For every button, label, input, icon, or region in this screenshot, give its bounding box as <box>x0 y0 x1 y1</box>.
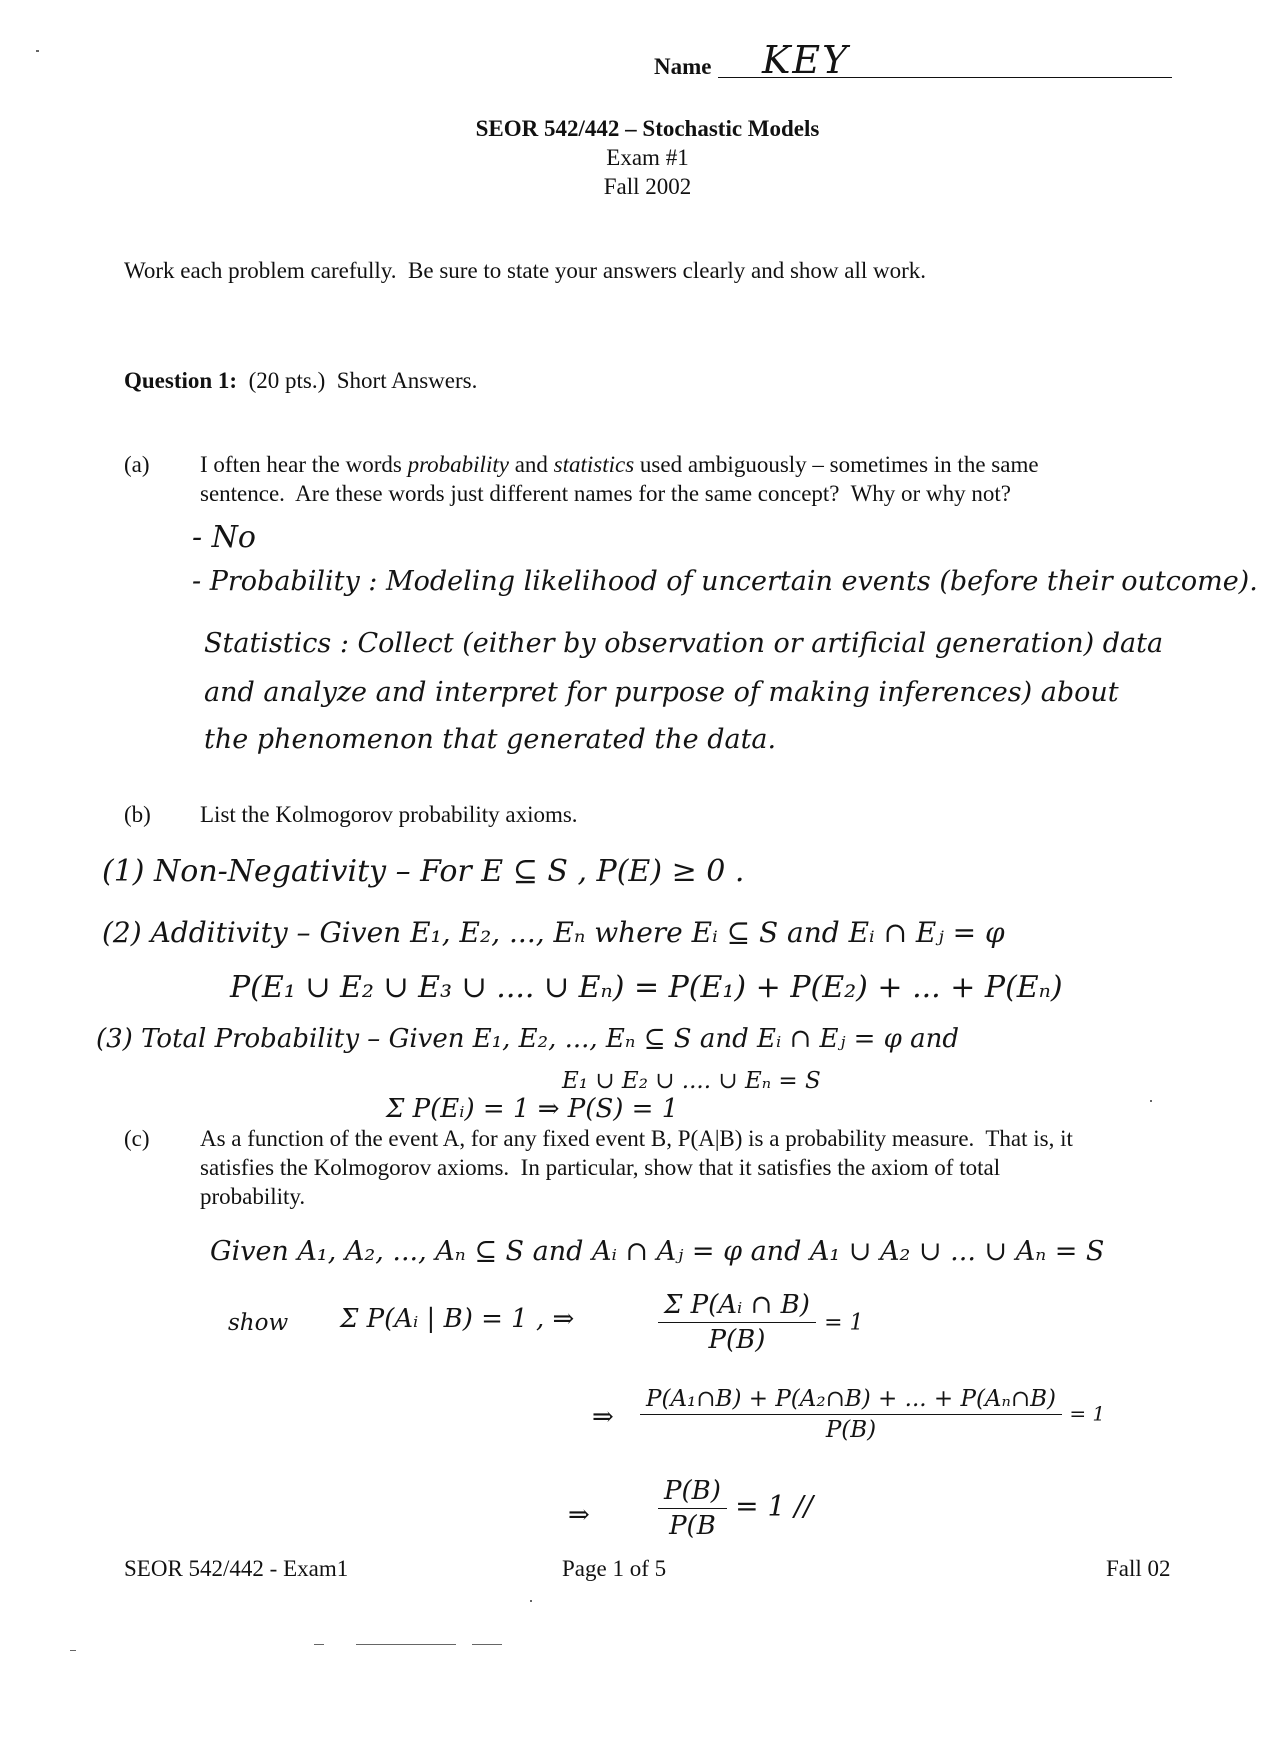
axiom-3: (3) Total Probability – Given E₁, E₂, ..., Eₙ ⊆ S and Eᵢ ∩ Eⱼ = φ and <box>96 1024 960 1054</box>
answer-c-step1-lhs: Σ P(Aᵢ | B) = 1 , ⇒ <box>340 1304 575 1334</box>
part-c-prompt-line1: As a function of the event A, for any fixed event B, P(A|B) is a probability measure. That is, it <box>200 1126 1073 1151</box>
answer-a-line3: Statistics : Collect (either by observation or artificial generation) data <box>204 628 1164 659</box>
question-heading <box>124 366 477 395</box>
prompt-text: and <box>508 452 554 477</box>
answer-c-step3-fraction <box>658 1476 813 1541</box>
scan-speck <box>530 1600 532 1602</box>
answer-a-line4: and analyze and interpret for purpose of making inferences) about <box>204 677 1119 708</box>
exam-term: Fall 2002 <box>603 174 692 199</box>
scan-speck <box>70 1650 76 1651</box>
answer-c-step1-fraction <box>658 1290 864 1355</box>
fraction-numerator: P(B) <box>658 1476 727 1509</box>
part-a-prompt-line2: sentence. Are these words just different names for the same concept? Why or why not? <box>200 481 1011 506</box>
prompt-text: I often hear the words <box>200 452 408 477</box>
axiom-1: (1) Non-Negativity – For E ⊆ S , P(E) ≥ 0 . <box>102 854 745 889</box>
answer-a-line2: - Probability : Modeling likelihood of uncertain events (before their outcome). <box>192 566 1258 597</box>
fraction <box>658 1290 816 1355</box>
fraction-numerator: P(A₁∩B) + P(A₂∩B) + ... + P(Aₙ∩B) <box>640 1386 1062 1415</box>
scan-speck <box>356 1644 456 1645</box>
fraction-denominator: P(B) <box>825 1417 877 1443</box>
scan-speck <box>1150 1100 1152 1102</box>
equals-one: = 1 <box>1069 1401 1106 1426</box>
answer-a-line5: the phenomenon that generated the data. <box>204 724 777 755</box>
question-topic: Short Answers. <box>336 368 478 393</box>
part-c-prompt-line3: probability. <box>200 1184 306 1209</box>
axiom-2: (2) Additivity – Given E₁, E₂, ..., Eₙ where Eᵢ ⊆ S and Eᵢ ∩ Eⱼ = φ <box>102 916 1005 949</box>
name-value: KEY <box>762 38 850 82</box>
answer-c-implies-2: ⇒ <box>592 1402 614 1432</box>
prompt-emphasis: statistics <box>553 452 635 477</box>
answer-c-step2-fraction <box>640 1386 1105 1443</box>
part-c-prompt-line2: satisfies the Kolmogorov axioms. In particular, show that it satisfies the axiom of total <box>200 1155 1001 1180</box>
prompt-emphasis: probability <box>407 452 509 477</box>
scan-speck <box>314 1644 324 1645</box>
part-a-marker: (a) <box>124 452 150 477</box>
part-b-prompt: List the Kolmogorov probability axioms. <box>200 802 578 827</box>
axiom-2-formula: P(E₁ ∪ E₂ ∪ E₃ ∪ .... ∪ Eₙ) = P(E₁) + P(E₂) + ... + P(Eₙ) <box>230 970 1063 1005</box>
footer-right: Fall 02 <box>1106 1556 1171 1581</box>
question-points: (20 pts.) <box>248 368 326 393</box>
equals-one: = 1 <box>824 1310 864 1336</box>
scan-speck <box>472 1644 502 1645</box>
fraction-denominator: P(B <box>669 1511 716 1541</box>
course-title: SEOR 542/442 – Stochastic Models <box>475 116 820 141</box>
answer-c-show-label: show <box>228 1310 289 1336</box>
scan-speck <box>36 50 39 52</box>
step3-result: = 1 // <box>735 1489 814 1523</box>
fraction-denominator: P(B) <box>708 1325 766 1355</box>
exam-number: Exam #1 <box>606 145 689 170</box>
part-b-marker: (b) <box>124 802 151 827</box>
footer-left: SEOR 542/442 - Exam1 <box>124 1556 349 1581</box>
answer-a-line1: - No <box>192 520 256 555</box>
axiom-3-union: E₁ ∪ E₂ ∪ .... ∪ Eₙ = S <box>562 1068 821 1094</box>
question-label: Question 1: <box>124 368 238 393</box>
fraction <box>658 1476 727 1541</box>
prompt-text: used ambiguously – sometimes in the same <box>634 452 1039 477</box>
footer-center: Page 1 of 5 <box>562 1556 667 1581</box>
name-label: Name <box>654 54 712 79</box>
part-a-prompt <box>200 450 1039 479</box>
instructions: Work each problem carefully. Be sure to state your answers clearly and show all work. <box>124 258 927 283</box>
part-c-marker: (c) <box>124 1126 150 1151</box>
fraction <box>640 1386 1062 1443</box>
answer-c-given: Given A₁, A₂, ..., Aₙ ⊆ S and Aᵢ ∩ Aⱼ = φ and A₁ ∪ A₂ ∪ ... ∪ Aₙ = S <box>210 1236 1105 1267</box>
fraction-numerator: Σ P(Aᵢ ∩ B) <box>658 1290 816 1323</box>
axiom-3-sum: Σ P(Eᵢ) = 1 ⇒ P(S) = 1 <box>386 1094 679 1124</box>
answer-c-implies-3: ⇒ <box>568 1500 590 1530</box>
